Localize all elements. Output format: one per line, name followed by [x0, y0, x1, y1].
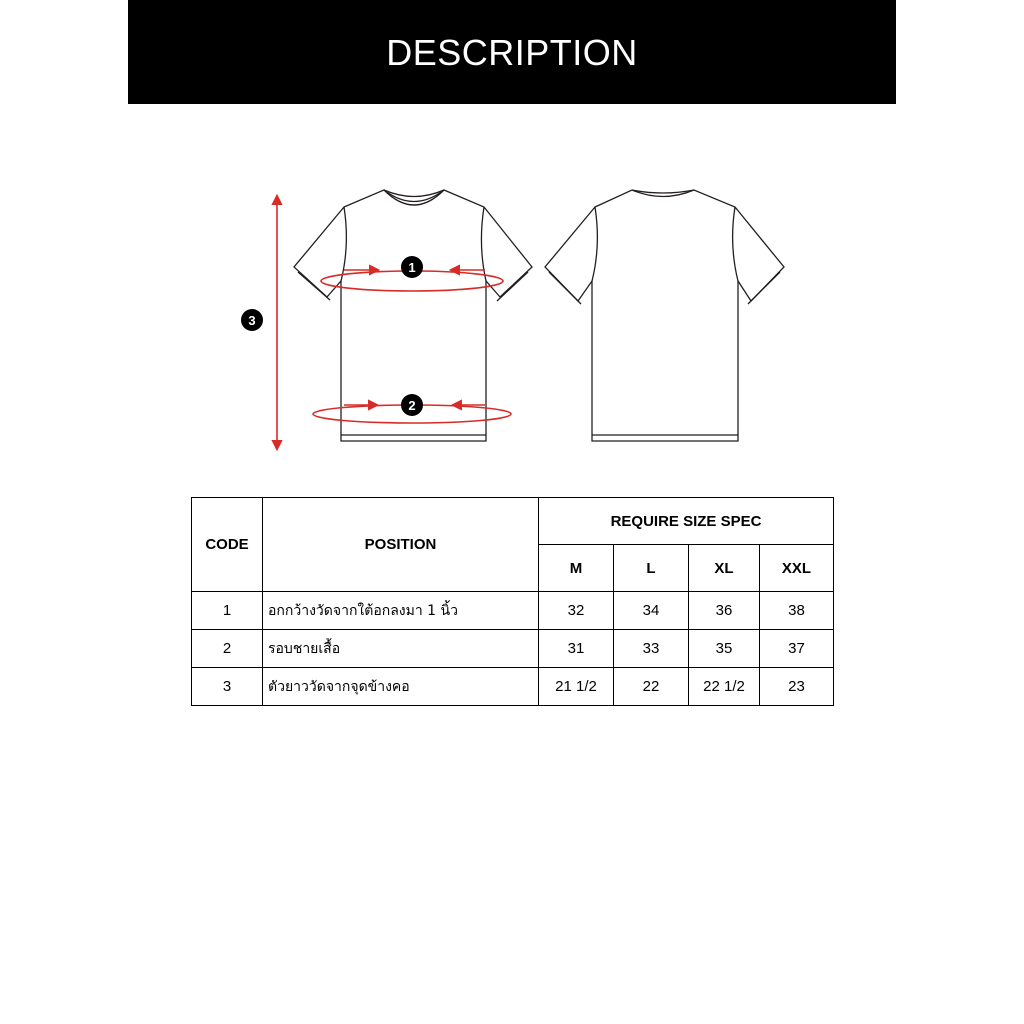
marker-chest-label: 1 [408, 260, 416, 275]
row-position: ตัวยาววัดจากจุดข้างคอ [263, 668, 539, 706]
row-position: อกกว้างวัดจากใต้อกลงมา 1 นิ้ว [263, 592, 539, 630]
row-value-l: 22 [614, 668, 689, 706]
row-value-xxl: 38 [760, 592, 834, 630]
page-title: DESCRIPTION [386, 32, 638, 73]
header-size-xl: XL [689, 545, 760, 592]
row-code: 1 [192, 592, 263, 630]
row-value-l: 33 [614, 630, 689, 668]
row-value-xxl: 23 [760, 668, 834, 706]
table-row [192, 630, 834, 668]
header-code: CODE [192, 498, 263, 592]
table-row [192, 668, 834, 706]
row-position: รอบชายเสื้อ [263, 630, 539, 668]
row-value-l: 34 [614, 592, 689, 630]
row-value-m: 21 1/2 [539, 668, 614, 706]
header-spec: REQUIRE SIZE SPEC [539, 498, 834, 545]
row-value-xxl: 37 [760, 630, 834, 668]
table-row [192, 592, 834, 630]
row-value-m: 32 [539, 592, 614, 630]
header-size-m: M [539, 545, 614, 592]
shirt-back [545, 190, 784, 441]
header-position: POSITION [263, 498, 539, 592]
row-value-m: 31 [539, 630, 614, 668]
row-code: 3 [192, 668, 263, 706]
row-code: 2 [192, 630, 263, 668]
row-value-xl: 35 [689, 630, 760, 668]
marker-hem-label: 2 [408, 398, 416, 413]
row-value-xl: 22 1/2 [689, 668, 760, 706]
header-size-l: L [614, 545, 689, 592]
header-size-xxl: XXL [760, 545, 834, 592]
row-value-xl: 36 [689, 592, 760, 630]
marker-length-label: 3 [248, 313, 256, 328]
tshirt-diagram [0, 0, 1024, 480]
size-spec-table [191, 497, 834, 706]
